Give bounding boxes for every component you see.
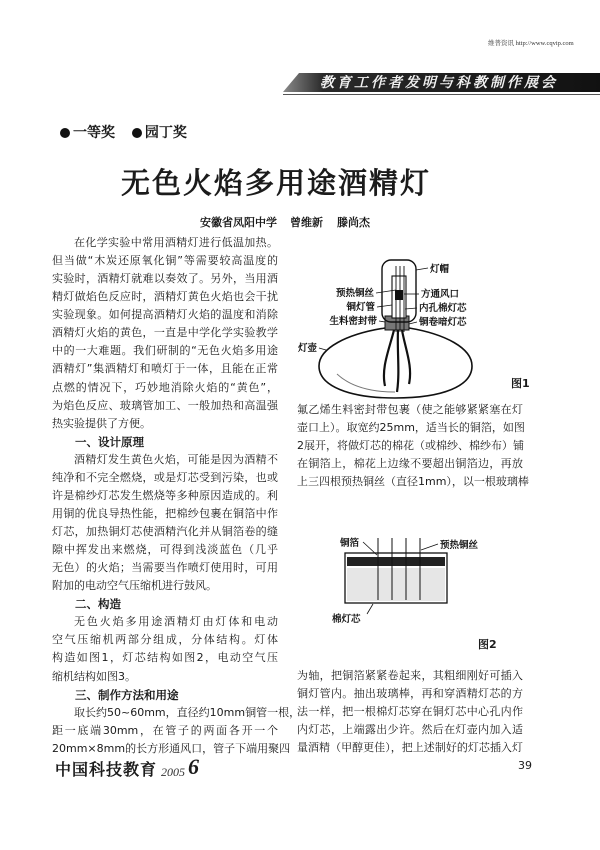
author-name: 曾维新 bbox=[290, 216, 323, 229]
figure-label-preheat-wire: 预热铜丝 bbox=[335, 288, 374, 299]
cotton-area-shape bbox=[347, 568, 445, 601]
text-line: 但当做“木炭还原氧化铜”等需要较高温度的 bbox=[52, 254, 278, 268]
figure-label-cotton-wick: 棉灯芯 bbox=[332, 614, 361, 625]
journal-year: 2005 bbox=[161, 765, 185, 779]
text-line: 量酒精（甲醇更佳），把上述制好的灯芯插入灯 bbox=[297, 741, 523, 755]
wick-strand bbox=[397, 330, 398, 392]
section-heading: 二、构造 bbox=[75, 597, 121, 612]
author-school: 安徽省凤阳中学 bbox=[200, 216, 277, 229]
figure-label-lamp-body: 灯壶 bbox=[297, 343, 317, 354]
text-line: 热实验提供了方便。 bbox=[52, 416, 151, 430]
figure-1-lamp-diagram bbox=[297, 252, 529, 400]
text-line: 20mm×8mm的长方形通风口，管子下端用聚四 bbox=[52, 741, 291, 755]
award-gardener: 园丁奖 bbox=[144, 125, 187, 141]
text-line: 纯净和不完全燃烧，或是灯芯受到污染，也或 bbox=[52, 470, 278, 484]
text-line: 许是棉纱灯芯发生燃烧等多种原因造成的。利 bbox=[52, 488, 278, 502]
right-column-top bbox=[297, 401, 529, 491]
section-heading: 一、设计原理 bbox=[75, 434, 144, 449]
text-line: 在铜箔上，棉花上边缘不要超出铜箔边，再放 bbox=[297, 457, 523, 471]
text-line: 酒精灯发生黄色火焰，可能是因为酒精不 bbox=[74, 452, 278, 466]
text-line: 空气压缩机两部分组成，分体结构。灯体 bbox=[52, 633, 278, 647]
source-watermark: 维普资讯 http://www.cqvip.com bbox=[488, 40, 574, 47]
text-line: 中的一大难题。我们研制的“无色火焰多用途 bbox=[52, 344, 278, 358]
figure-label-vent: 方通风口 bbox=[421, 289, 460, 300]
text-line: 距一底端30mm，在管子的两面各开一个 bbox=[52, 723, 278, 737]
text-line: 法一样，把一根棉灯芯穿在铜灯芯中心孔内作 bbox=[297, 705, 523, 719]
figure-caption: 图2 bbox=[478, 638, 497, 651]
text-line: 氟乙烯生料密封带包裹（使之能够紧紧塞在灯 bbox=[297, 403, 523, 416]
section-heading: 三、制作方法和用途 bbox=[75, 687, 179, 702]
text-line: 为轴，把铜箔紧紧卷起来，其粗细刚好可插入 bbox=[297, 669, 523, 682]
text-line: 取长约50~60mm，直径约10mm铜管一根， bbox=[74, 705, 301, 719]
figure-label-copper-foil: 铜箔 bbox=[340, 538, 360, 549]
article-title: 无色火焰多用途酒精灯 bbox=[120, 166, 431, 200]
figure-label-cap: 灯帽 bbox=[430, 264, 450, 275]
figure-label-seal-tape: 生料密封带 bbox=[329, 316, 377, 327]
figure-label-copper-tube: 铜灯管 bbox=[346, 302, 375, 313]
text-line: 灯芯，加热铜灯芯使酒精汽化并从铜箔卷的缝 bbox=[52, 525, 278, 538]
bullet-icon bbox=[132, 128, 142, 138]
text-line: 无色）的火焰；当需要当作喷灯使用时，可用 bbox=[52, 561, 278, 575]
text-line: 附加的电动空气压缩机进行鼓风。 bbox=[52, 579, 217, 593]
text-line: 用铜的优良导热性能，把棉纱包裹在铜箔中作 bbox=[52, 506, 278, 520]
figure-label-inner-wick: 内孔棉灯芯 bbox=[419, 303, 467, 314]
page-number: 39 bbox=[518, 759, 532, 772]
text-line: 无色火焰多用途酒精灯由灯体和电动 bbox=[74, 615, 278, 629]
author-name: 滕尚杰 bbox=[337, 216, 370, 229]
lamp-body-shape bbox=[319, 328, 472, 398]
journal-issue: 6 bbox=[188, 754, 199, 779]
figure-2-wick-diagram bbox=[297, 528, 529, 628]
text-line: 酒精灯”集酒精灯和喷灯于一体，且能在正常 bbox=[52, 362, 278, 376]
journal-name: 中国科技教育 bbox=[55, 760, 158, 779]
leader-line bbox=[367, 604, 373, 614]
bullet-icon bbox=[60, 128, 70, 138]
figure-label-copper-wick: 铜卷喑灯芯 bbox=[419, 317, 467, 328]
text-line: 内灯芯，上端露出少许。然后在灯壶内加入适 bbox=[297, 723, 523, 737]
leader-line bbox=[379, 321, 385, 322]
leader-line bbox=[377, 305, 392, 307]
text-line: 在化学实验中常用酒精灯进行低温加热。 bbox=[74, 236, 278, 249]
text-line: 缩机结构如图3。 bbox=[52, 669, 136, 683]
leader-line bbox=[409, 322, 417, 324]
awards bbox=[60, 124, 199, 142]
text-line: 点燃的情况下，巧妙地消除火焰的“黄色”， bbox=[52, 380, 278, 394]
header-rule bbox=[283, 94, 600, 95]
left-column bbox=[52, 234, 301, 758]
text-line: 酒精灯火焰的黄色，一直是中学化学实验教学 bbox=[52, 326, 278, 340]
text-line: 精灯做焰色反应时，酒精灯黄色火焰也会干扰 bbox=[52, 290, 278, 304]
text-line: 实验时，酒精灯就难以奏效了。另外，当用酒 bbox=[52, 272, 278, 286]
text-line: 隙中挥发出来燃烧，可得到浅淡蓝色（几乎 bbox=[52, 543, 278, 557]
award-first-prize: 一等奖 bbox=[73, 125, 115, 141]
figure-caption: 图1 bbox=[511, 377, 530, 390]
right-column-bottom bbox=[297, 667, 523, 757]
text-line: 实验现象。如何提高酒精灯火焰的温度和消除 bbox=[52, 308, 278, 322]
leader-line bbox=[405, 308, 417, 309]
header-banner-title: 教育工作者发明与科教制作展会 bbox=[320, 75, 558, 91]
leader-line bbox=[416, 268, 428, 270]
text-line: 上三四根预热铜丝（直径1mm），以一根玻璃棒 bbox=[297, 475, 529, 489]
text-line: 构造如图1，灯芯结构如图2，电动空气压 bbox=[52, 651, 278, 665]
figure-label-preheat-wire: 预热铜丝 bbox=[440, 540, 479, 551]
text-line: 2展开，将做灯芯的棉花（或棉纱、棉纱布）铺 bbox=[297, 439, 524, 453]
text-line: 为焰色反应、玻璃管加工、一般加热和高温强 bbox=[52, 398, 278, 412]
leader-line bbox=[421, 544, 438, 550]
leader-line bbox=[319, 348, 326, 350]
text-line: 壶口上）。取宽约25mm，适当长的铜箔，如图 bbox=[297, 421, 525, 435]
cotton-band-shape bbox=[347, 557, 445, 566]
text-line: 铜灯管内。抽出玻璃棒，再和穿酒精灯芯的方 bbox=[297, 687, 523, 701]
